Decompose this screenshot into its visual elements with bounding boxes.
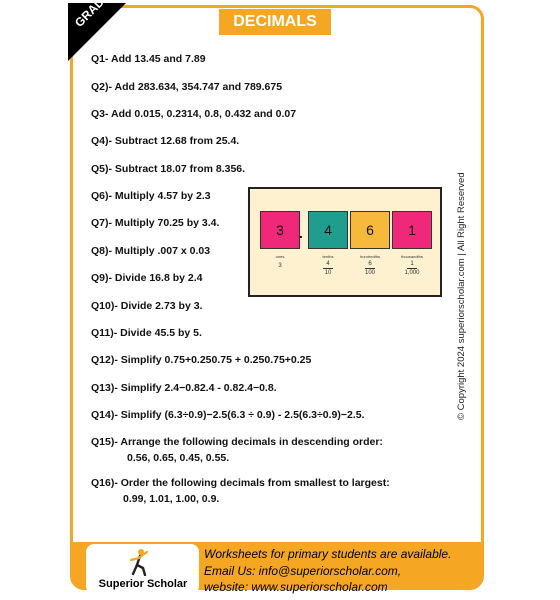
digit-tenths: 4: [308, 211, 348, 249]
question-15: [91, 436, 383, 464]
fraction-tenths-den: 10: [324, 270, 332, 276]
question-6: Q6)- Multiply 4.57 by 2.3: [91, 190, 211, 202]
fraction-tenths: [308, 261, 348, 276]
question-14: Q14)- Simplify (6.3÷0.9)−2.5(6.3 ÷ 0.9) - 2.5(6.3÷0.9)−2.5.: [91, 409, 365, 421]
fraction-thousandths-num: 1: [410, 261, 414, 267]
fraction-hundredths: [350, 261, 390, 276]
question-16-values: 0.99, 1.01, 1.00, 0.9.: [123, 493, 220, 505]
place-name-hundredths: hundredths: [359, 254, 380, 259]
question-16-text: Q16)- Order the following decimals from smallest to largest:: [91, 477, 390, 489]
worksheet-title: DECIMALS: [219, 9, 331, 35]
place-name-ones: ones: [275, 254, 285, 259]
footer-website: website: www.superiorscholar.com: [204, 580, 388, 594]
fraction-hundredths-num: 6: [368, 261, 372, 267]
question-1: Q1- Add 13.45 and 7.89: [91, 53, 206, 65]
digit-hundredths: 6: [350, 211, 390, 249]
question-4: Q4)- Subtract 12.68 from 25.4.: [91, 135, 240, 147]
digit-ones: 3: [260, 211, 300, 249]
question-9: Q9)- Divide 16.8 by 2.4: [91, 272, 203, 284]
question-10: Q10)- Divide 2.73 by 3.: [91, 300, 203, 312]
brand-name: Superior Scholar: [98, 578, 188, 590]
question-7: Q7)- Multiply 70.25 by 3.4.: [91, 217, 220, 229]
place-value-chart: [248, 187, 442, 297]
question-11: Q11)- Divide 45.5 by 5.: [91, 327, 202, 339]
place-name-tenths: tenths: [322, 254, 334, 259]
question-13: Q13)- Simplify 2.4−0.82.4 - 0.82.4−0.8.: [91, 382, 277, 394]
question-15-text: Q15)- Arrange the following decimals in descending order:: [91, 436, 383, 448]
fraction-thousandths: [392, 261, 432, 276]
fraction-tenths-num: 4: [326, 261, 330, 267]
place-value-ones: 3: [278, 263, 282, 269]
question-8: Q8)- Multiply .007 x 0.03: [91, 245, 211, 257]
fraction-thousandths-den: 1,000: [404, 270, 420, 276]
question-15-values: 0.56, 0.65, 0.45, 0.55.: [127, 452, 230, 464]
digit-thousandths: 1: [392, 211, 432, 249]
copyright-notice: © Copyright 2024 superiorscholar.com | All Right Reserved: [456, 172, 467, 420]
question-16: [91, 477, 390, 505]
footer-email: Email Us: info@superiorscholar.com,: [204, 564, 402, 578]
footer-promo: Worksheets for primary students are available.: [204, 547, 452, 561]
question-5: Q5)- Subtract 18.07 from 8.356.: [91, 163, 246, 175]
question-3: Q3- Add 0.015, 0.2314, 0.8, 0.432 and 0.07: [91, 108, 297, 120]
question-2: Q2)- Add 283.634, 354.747 and 789.675: [91, 81, 283, 93]
fraction-hundredths-den: 100: [364, 270, 375, 276]
scholar-figure-icon: [125, 548, 155, 576]
question-12: Q12)- Simplify 0.75+0.250.75 + 0.250.75+0.25: [91, 354, 312, 366]
decimal-point: .: [299, 225, 303, 241]
place-name-thousandths: thousandths: [401, 254, 423, 259]
